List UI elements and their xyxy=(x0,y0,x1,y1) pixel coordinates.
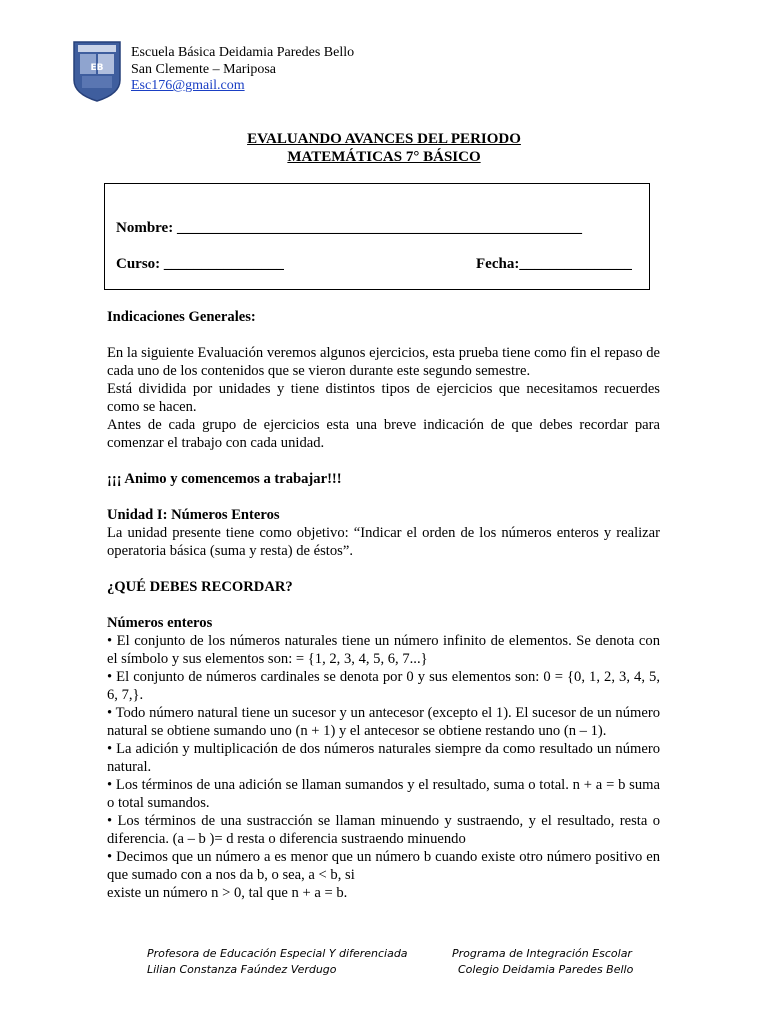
unit-heading: Unidad I: Números Enteros xyxy=(107,507,280,523)
before-paragraph: Antes de cada grupo de ejercicios esta una breve indicación de que debes recordar para comenzar el trabajo con cada unidad. xyxy=(107,417,660,451)
page-subtitle: MATEMÁTICAS 7° BÁSICO xyxy=(287,149,481,165)
logo-letters: EB xyxy=(90,63,104,73)
school-name: Escuela Básica Deidamia Paredes Bello xyxy=(131,45,355,60)
motivation-line: ¡¡¡ Animo y comencemos a trabajar!!! xyxy=(107,471,342,487)
school-info xyxy=(131,45,354,95)
footer-teacher-role: Profesora de Educación Especial Y diferenciada xyxy=(147,947,408,960)
intro-paragraph: En la siguiente Evaluación veremos algunos ejercicios, esta prueba tiene como fin el repaso de cada uno de los contenidos que se vieron durante este segundo semestre. xyxy=(107,345,660,379)
bullet-item: • El conjunto de los números naturales tiene un número infinito de elementos. Se denota con el símbolo y sus elementos son: = {1, 2, 3, 4, 5, 6, 7...} xyxy=(107,633,660,667)
footer-school: Colegio Deidamia Paredes Bello xyxy=(458,962,634,976)
bullet-item: • Los términos de una adición se llaman sumandos y el resultado, suma o total. n + a = b suma o total sumandos. xyxy=(107,777,660,811)
bullet-item: • Decimos que un número a es menor que un número b cuando existe otro número positivo en que sumado con a nos da b, o sea, a < b, si xyxy=(107,849,660,883)
name-field[interactable]: Nombre: ______________________________________________________ xyxy=(116,220,582,236)
bullet-item: • Todo número natural tiene un sucesor y un antecesor (excepto el 1). El sucesor de un número natural se obtiene sumando uno (n + 1) y el antecesor se obtiene restando uno (n – 1). xyxy=(107,705,660,739)
footer-right xyxy=(452,946,633,977)
unit-objective: La unidad presente tiene como objetivo: “Indicar el orden de los números enteros y realizar operatoria básica (suma y resta) de éstos”. xyxy=(107,525,660,559)
course-field[interactable]: Curso: ________________ xyxy=(116,256,284,272)
divided-paragraph: Está dividida por unidades y tiene distintos tipos de ejercicios que necesitamos recuerdes como se hacen. xyxy=(107,381,660,415)
integers-heading: Números enteros xyxy=(107,615,213,631)
school-email-link[interactable]: Esc176@gmail.com xyxy=(131,78,245,93)
last-line: existe un número n > 0, tal que n + a = b. xyxy=(107,885,348,901)
document-body xyxy=(107,308,660,902)
bullet-item: • La adición y multiplicación de dos números naturales siempre da como resultado un número natural. xyxy=(107,741,660,775)
bullet-item: • Los términos de una sustracción se llaman minuendo y sustraendo, y el resultado, resta o diferencia. (a – b )= d resta o diferencia sustraendo minuendo xyxy=(107,813,660,847)
date-field[interactable]: Fecha:_______________ xyxy=(476,256,632,272)
bullet-item: • El conjunto de números cardinales se denota por 0 y sus elementos son: 0 = {0, 1, 2, 3, 4, 5, 6, 7,}. xyxy=(107,669,660,703)
footer-left xyxy=(147,946,408,977)
page-title: EVALUANDO AVANCES DEL PERIODO xyxy=(247,131,521,147)
footer-program: Programa de Integración Escolar xyxy=(452,947,632,960)
remember-heading: ¿QUÉ DEBES RECORDAR? xyxy=(107,579,293,595)
school-logo xyxy=(72,40,122,102)
school-location: San Clemente – Mariposa xyxy=(131,61,277,77)
footer-teacher-name: Lilian Constanza Faúndez Verdugo xyxy=(147,962,337,976)
indicaciones-heading: Indicaciones Generales: xyxy=(107,309,256,325)
student-info-box xyxy=(104,183,650,290)
